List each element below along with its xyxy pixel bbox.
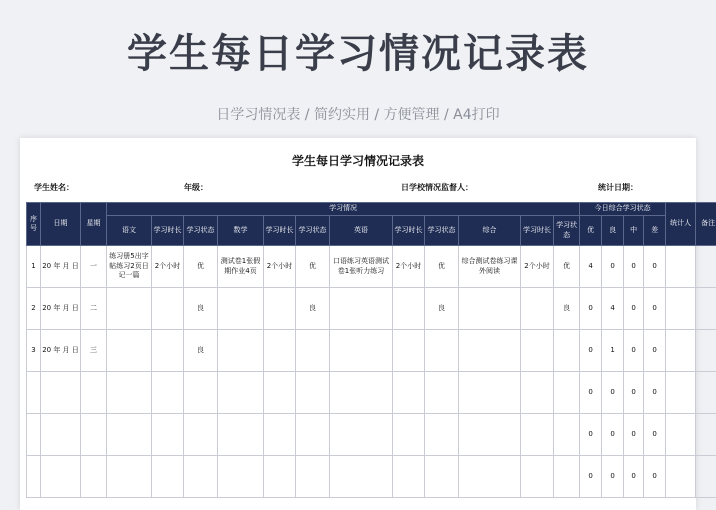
header-good: 良: [602, 216, 624, 246]
cell-math-time[interactable]: [264, 414, 296, 456]
cell-excellent[interactable]: 0: [580, 414, 602, 456]
cell-remark[interactable]: [696, 456, 716, 498]
cell-weekday[interactable]: 二: [81, 288, 107, 330]
cell-remark[interactable]: [696, 372, 716, 414]
cell-seq[interactable]: [27, 414, 41, 456]
cell-english[interactable]: [330, 414, 393, 456]
cell-general-time[interactable]: [521, 414, 554, 456]
cell-general[interactable]: [459, 414, 521, 456]
cell-chinese-time[interactable]: 2个小时: [152, 246, 184, 288]
cell-date[interactable]: [41, 372, 81, 414]
cell-excellent[interactable]: 4: [580, 246, 602, 288]
table-row: [27, 372, 716, 414]
cell-weekday[interactable]: [81, 372, 107, 414]
header-general-duration: 学习时长: [521, 216, 554, 246]
cell-english[interactable]: [330, 372, 393, 414]
cell-weekday[interactable]: [81, 414, 107, 456]
cell-chinese-status[interactable]: [184, 372, 218, 414]
cell-chinese[interactable]: [107, 414, 152, 456]
header-poor: 差: [644, 216, 666, 246]
cell-good[interactable]: 0: [602, 456, 624, 498]
cell-english[interactable]: [330, 330, 393, 372]
cell-counter[interactable]: [666, 456, 696, 498]
cell-poor[interactable]: 0: [644, 372, 666, 414]
cell-math[interactable]: [218, 330, 264, 372]
cell-general-status[interactable]: [554, 456, 580, 498]
cell-chinese-status[interactable]: 良: [184, 288, 218, 330]
cell-chinese[interactable]: 练习册5出字帖练习2页日记一篇: [107, 246, 152, 288]
header-chinese-status: 学习状态: [184, 216, 218, 246]
cell-general[interactable]: [459, 288, 521, 330]
cell-counter[interactable]: [666, 288, 696, 330]
cell-math[interactable]: [218, 372, 264, 414]
cell-english-time[interactable]: [393, 288, 425, 330]
cell-general-status[interactable]: [554, 330, 580, 372]
header-math-duration: 学习时长: [264, 216, 296, 246]
cell-seq[interactable]: 2: [27, 288, 41, 330]
cell-medium[interactable]: 0: [624, 372, 644, 414]
cell-math-time[interactable]: [264, 288, 296, 330]
cell-english-status[interactable]: [425, 414, 459, 456]
header-chinese: 语文: [107, 216, 152, 246]
cell-medium[interactable]: 0: [624, 414, 644, 456]
cell-seq[interactable]: 1: [27, 246, 41, 288]
cell-excellent[interactable]: 0: [580, 330, 602, 372]
cell-weekday[interactable]: 一: [81, 246, 107, 288]
cell-counter[interactable]: [666, 246, 696, 288]
cell-remark[interactable]: [696, 414, 716, 456]
cell-good[interactable]: 0: [602, 414, 624, 456]
cell-math-time[interactable]: [264, 372, 296, 414]
cell-date[interactable]: 20 年 月 日: [41, 246, 81, 288]
cell-chinese-time[interactable]: [152, 288, 184, 330]
cell-general[interactable]: [459, 456, 521, 498]
cell-weekday[interactable]: 三: [81, 330, 107, 372]
cell-counter[interactable]: [666, 414, 696, 456]
grade-label: 年级：: [184, 183, 208, 192]
supervisor-label: 日学校情况监督人：: [401, 183, 473, 192]
cell-chinese-time[interactable]: [152, 330, 184, 372]
cell-poor[interactable]: 0: [644, 288, 666, 330]
cell-math[interactable]: 测试卷1张假期作业4页: [218, 246, 264, 288]
cell-math-status[interactable]: 良: [296, 288, 330, 330]
cell-english-time[interactable]: [393, 456, 425, 498]
cell-math-status[interactable]: [296, 330, 330, 372]
cell-medium[interactable]: 0: [624, 246, 644, 288]
cell-date[interactable]: 20 年 月 日: [41, 330, 81, 372]
cell-chinese[interactable]: [107, 330, 152, 372]
cell-seq[interactable]: 3: [27, 330, 41, 372]
cell-math[interactable]: [218, 414, 264, 456]
cell-medium[interactable]: 0: [624, 330, 644, 372]
cell-english[interactable]: 口语练习英语测试卷1张听力练习: [330, 246, 393, 288]
cell-math[interactable]: [218, 288, 264, 330]
cell-english-status[interactable]: [425, 456, 459, 498]
student-name-label: 学生姓名：: [34, 183, 74, 192]
cell-english[interactable]: [330, 456, 393, 498]
header-medium: 中: [624, 216, 644, 246]
header-date: 日期: [41, 203, 81, 246]
table-row: [27, 414, 716, 456]
cell-excellent[interactable]: 0: [580, 288, 602, 330]
cell-seq[interactable]: [27, 372, 41, 414]
cell-general-time[interactable]: [521, 330, 554, 372]
cell-general[interactable]: 综合测试卷练习课外阅读: [459, 246, 521, 288]
cell-english-status[interactable]: [425, 372, 459, 414]
cell-chinese[interactable]: [107, 288, 152, 330]
cell-general-time[interactable]: 2个小时: [521, 246, 554, 288]
cell-math-status[interactable]: [296, 372, 330, 414]
cell-general-status[interactable]: [554, 372, 580, 414]
banner-subtitle: 日学习情况表 / 简约实用 / 方便管理 / A4打印: [216, 107, 500, 123]
header-remark: 备注: [696, 203, 716, 246]
cell-good[interactable]: 0: [602, 372, 624, 414]
table-row: [27, 456, 716, 498]
cell-math-status[interactable]: [296, 414, 330, 456]
cell-seq[interactable]: [27, 456, 41, 498]
cell-english-time[interactable]: [393, 330, 425, 372]
header-weekday: 星期: [81, 203, 107, 246]
cell-medium[interactable]: 0: [624, 288, 644, 330]
cell-english[interactable]: [330, 288, 393, 330]
header-chinese-duration: 学习时长: [152, 216, 184, 246]
cell-english-status[interactable]: 优: [425, 246, 459, 288]
cell-general-time[interactable]: [521, 456, 554, 498]
cell-general[interactable]: [459, 330, 521, 372]
cell-poor[interactable]: 0: [644, 414, 666, 456]
cell-poor[interactable]: 0: [644, 246, 666, 288]
cell-math-time[interactable]: [264, 456, 296, 498]
header-english: 英语: [330, 216, 393, 246]
header-counter: 统计人: [666, 203, 696, 246]
cell-math-status[interactable]: [296, 456, 330, 498]
banner-title: 学生每日学习情况记录表: [127, 31, 589, 77]
table-row: [27, 246, 716, 288]
cell-general-status[interactable]: [554, 414, 580, 456]
cell-chinese-status[interactable]: 良: [184, 330, 218, 372]
cell-english-status[interactable]: [425, 330, 459, 372]
cell-date[interactable]: 20 年 月 日: [41, 288, 81, 330]
cell-remark[interactable]: [696, 330, 716, 372]
cell-general-status[interactable]: 优: [554, 246, 580, 288]
cell-general-time[interactable]: [521, 372, 554, 414]
cell-counter[interactable]: [666, 330, 696, 372]
cell-general-time[interactable]: [521, 288, 554, 330]
header-english-duration: 学习时长: [393, 216, 425, 246]
stat-date-label: 统计日期：: [598, 183, 638, 192]
header-study-group: 学习情况: [107, 203, 580, 216]
cell-good[interactable]: 0: [602, 246, 624, 288]
cell-chinese-time[interactable]: [152, 414, 184, 456]
cell-remark[interactable]: [696, 288, 716, 330]
header-math-status: 学习状态: [296, 216, 330, 246]
cell-counter[interactable]: [666, 372, 696, 414]
cell-chinese[interactable]: [107, 456, 152, 498]
table-row: [27, 288, 716, 330]
sheet-title: 学生每日学习情况记录表: [291, 154, 424, 168]
cell-chinese-status[interactable]: [184, 414, 218, 456]
cell-english-time[interactable]: [393, 372, 425, 414]
cell-general[interactable]: [459, 372, 521, 414]
record-table: [26, 202, 716, 498]
cell-general-status[interactable]: 良: [554, 288, 580, 330]
header-seq: 序号: [27, 203, 41, 246]
cell-chinese-status[interactable]: 优: [184, 246, 218, 288]
cell-chinese-time[interactable]: [152, 456, 184, 498]
cell-good[interactable]: 1: [602, 330, 624, 372]
cell-math-time[interactable]: [264, 330, 296, 372]
header-general: 综合: [459, 216, 521, 246]
cell-weekday[interactable]: [81, 456, 107, 498]
header-excellent: 优: [580, 216, 602, 246]
cell-poor[interactable]: 0: [644, 456, 666, 498]
cell-date[interactable]: [41, 414, 81, 456]
cell-chinese[interactable]: [107, 372, 152, 414]
cell-english-status[interactable]: 良: [425, 288, 459, 330]
cell-math[interactable]: [218, 456, 264, 498]
cell-poor[interactable]: 0: [644, 330, 666, 372]
header-math: 数学: [218, 216, 264, 246]
cell-excellent[interactable]: 0: [580, 456, 602, 498]
header-english-status: 学习状态: [425, 216, 459, 246]
header-daily-status-group: 今日综合学习状态: [580, 203, 666, 216]
cell-good[interactable]: 4: [602, 288, 624, 330]
cell-remark[interactable]: [696, 246, 716, 288]
cell-medium[interactable]: 0: [624, 456, 644, 498]
cell-english-time[interactable]: 2个小时: [393, 246, 425, 288]
record-sheet: [20, 138, 716, 510]
table-row: [27, 330, 716, 372]
cell-math-status[interactable]: 优: [296, 246, 330, 288]
cell-date[interactable]: [41, 456, 81, 498]
cell-english-time[interactable]: [393, 414, 425, 456]
header-general-status: 学习状态: [554, 216, 580, 246]
cell-excellent[interactable]: 0: [580, 372, 602, 414]
cell-math-time[interactable]: 2个小时: [264, 246, 296, 288]
cell-chinese-status[interactable]: [184, 456, 218, 498]
cell-chinese-time[interactable]: [152, 372, 184, 414]
